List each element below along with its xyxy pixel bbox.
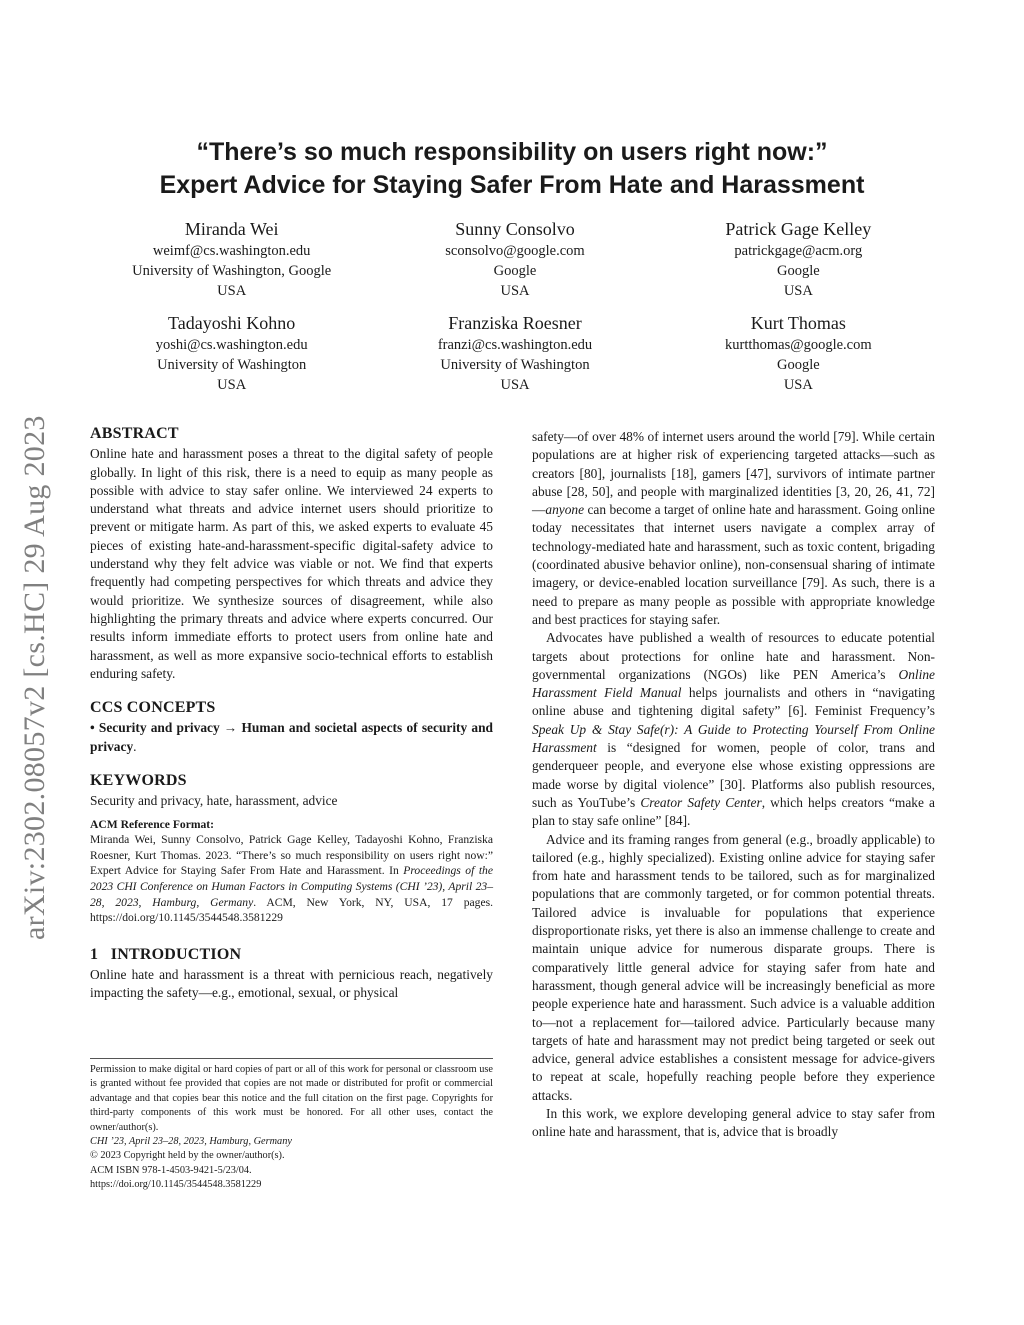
intro-heading: 1 INTRODUCTION bbox=[90, 945, 242, 963]
author-affiliation: Google bbox=[776, 263, 820, 279]
author-name: Sunny Consolvo bbox=[455, 219, 575, 239]
author-affiliation: University of Washington bbox=[440, 357, 590, 373]
author-country: USA bbox=[783, 377, 813, 393]
permission-text: Permission to make digital or hard copies of part or all of this work for personal or classroom use is granted without fee provided that copies are not made or distributed for profit or commercial advantage and that copies bear this notice and the full citation on the first page. Copyrights for third-party components of this work must be honored. For all other uses, contact the owner/author(s). bbox=[90, 1064, 493, 1133]
paper-title bbox=[0, 136, 1024, 202]
paragraph bbox=[532, 831, 935, 1105]
intro-text: Online hate and harassment is a threat with pernicious reach, negatively impacting the safety—e.g., emotional, sexual, or physical bbox=[90, 967, 493, 1001]
keywords-section bbox=[90, 772, 493, 811]
paragraph bbox=[532, 1105, 935, 1142]
author-email[interactable]: weimf@cs.washington.edu bbox=[152, 243, 311, 259]
text-segment: is “designed for women, people of color, trans and genderqueer people, and everyone else whose existing oppressions are made worse by digital violence” [30]. Platforms also publish resources, such as YouTube’s bbox=[532, 740, 935, 810]
text-segment: Miranda Wei, Sunny Consolvo, Patrick Gage Kelley, Tadayoshi Kohno, Franziska Roesner, Kurt Thomas. 2023. “There’s so much responsibility on users right now:” Expert Advice for Staying Safer From Hate and Harassment. In bbox=[90, 833, 493, 878]
ccs-text: • Security and privacy → Human and societal aspects of security and privacy bbox=[90, 720, 493, 754]
author-block bbox=[373, 217, 656, 301]
author-country: USA bbox=[217, 377, 247, 393]
paragraph bbox=[532, 629, 935, 830]
author-name: Tadayoshi Kohno bbox=[168, 313, 296, 333]
author-email[interactable]: yoshi@cs.washington.edu bbox=[155, 337, 308, 353]
ccs-end: . bbox=[133, 738, 137, 754]
abstract-section bbox=[90, 425, 493, 683]
text-segment: Advocates have published a wealth of resources to educate potential targets about protections for online hate and harassment. Non-governmental organizations (NGOs) like PEN America’s bbox=[532, 630, 935, 682]
arxiv-stamp: arXiv:2302.08057v2 [cs.HC] 29 Aug 2023 bbox=[18, 415, 51, 940]
authors-row-2 bbox=[90, 311, 940, 395]
author-country: USA bbox=[783, 283, 813, 299]
text-segment: . ACM, New York, NY, USA, 17 pages. https://doi.org/10.1145/3544548.3581229 bbox=[90, 895, 493, 925]
text-segment: In this work, we explore developing general advice to stay safer from online hate and harassment, that is, advice that is broadly bbox=[532, 1105, 935, 1140]
text-segment: helps journalists and others in “navigating online abuse and tightening digital safety” [6]. Feminist Frequency’s bbox=[532, 685, 935, 719]
venue: CHI ’23, April 23–28, 2023, Hamburg, Germany bbox=[90, 1136, 292, 1148]
author-name: Miranda Wei bbox=[184, 219, 279, 239]
text-segment: safety—of over 48% of internet users around the world [79]. While certain populations are at higher risk of experiencing targeted attacks—such as creators [80], journalists [18], gamers [47], survivors of intimate partner abuse [28, 50], and people with marginalized identities [3, 20, 26, 41, 72]— bbox=[532, 429, 935, 518]
author-email[interactable]: patrickgage@acm.org bbox=[734, 243, 863, 259]
author-block bbox=[90, 311, 373, 395]
left-column bbox=[90, 425, 493, 1003]
italic-text: Speak Up & Stay Safe(r): A Guide to Protecting Yourself From Online Harassment bbox=[532, 721, 935, 756]
doi-link[interactable]: https://doi.org/10.1145/3544548.3581229 bbox=[90, 1179, 262, 1191]
acm-ref-heading: ACM Reference Format: bbox=[90, 817, 215, 831]
author-block bbox=[90, 217, 373, 301]
abstract-heading: ABSTRACT bbox=[90, 425, 179, 442]
author-country: USA bbox=[500, 377, 530, 393]
introduction-section bbox=[90, 946, 493, 1003]
author-email[interactable]: franzi@cs.washington.edu bbox=[437, 337, 593, 353]
author-affiliation: University of Washington bbox=[157, 357, 307, 373]
author-country: USA bbox=[500, 283, 530, 299]
author-email[interactable]: sconsolvo@google.com bbox=[445, 243, 585, 259]
paragraph bbox=[532, 428, 935, 629]
author-affiliation: University of Washington, Google bbox=[132, 263, 332, 279]
author-affiliation: Google bbox=[493, 263, 537, 279]
text-segment: , which helps creators “make a plan to stay safe online” [84]. bbox=[532, 794, 935, 829]
author-affiliation: Google bbox=[776, 357, 820, 373]
text-segment: Advice and its framing ranges from general (e.g., broadly applicable) to tailored (e.g., highly specialized). Existing online advice for staying safer from hate and harassment tends to be tailored, such as for marginalized populations that are commonly targeted, or for common potential threats. Tailored advice is invaluable for populations that experience disproportionate risks, yet there is also an immense challenge to create and maintain unique advice for numerous disparate groups. There is comparatively little general advice for staying safer from hate and harassment, though general advice will be increasingly beneficial as more people experience hate and harassment. Such advice is a valuable addition to—not a replacement for—tailored advice. Particularly because many targets of hate and harassment may not predict being targeted or seek out advice, general advice establishes a consistent message for advice-givers to repeat at scale, hopefully reaching people before they experience attacks. bbox=[532, 831, 935, 1103]
italic-text: Proceedings of the 2023 CHI Conference on Human Factors in Computing Systems (CHI ’23), April 23–28, 2023, Hamburg, Germany bbox=[90, 864, 493, 909]
author-email[interactable]: kurtthomas@google.com bbox=[725, 337, 872, 353]
author-block bbox=[373, 311, 656, 395]
author-country: USA bbox=[217, 283, 247, 299]
italic-text: Creator Safety Center bbox=[640, 794, 762, 810]
footnote bbox=[90, 1058, 493, 1193]
copyright: © 2023 Copyright held by the owner/author(s). bbox=[90, 1150, 285, 1162]
author-block bbox=[657, 311, 940, 395]
title-line-2: Expert Advice for Staying Safer From Hate and Harassment bbox=[159, 171, 865, 199]
italic-text: Online Harassment Field Manual bbox=[532, 666, 935, 701]
acm-reference bbox=[90, 817, 493, 926]
ccs-heading: CCS CONCEPTS bbox=[90, 699, 216, 717]
right-column bbox=[532, 428, 935, 1142]
abstract-text: Online hate and harassment poses a threat to the digital safety of people globally. In light of this risk, there is a need to equip as many people as possible with advice to stay safer online. We interviewed 24 experts to understand what threats and advice internet users should prioritize to prevent or mitigate harm. As part of this, we asked experts to evaluate 45 pieces of existing hate-and-harassment-specific digital-safety advice to understand why they felt advice was viable or not. We find that experts frequently had competing perspectives for which threats and advice they would prioritize. We synthesize sources of disagreement, while also highlighting the primary threats and advice where experts concurred. Our results inform immediate efforts to protect users from online hate and harassment, as well as more expansive socio-technical efforts to establish enduring safety. bbox=[90, 446, 493, 681]
isbn: ACM ISBN 978-1-4503-9421-5/23/04. bbox=[90, 1164, 252, 1176]
keywords-heading: KEYWORDS bbox=[90, 772, 187, 790]
author-name: Franziska Roesner bbox=[448, 313, 582, 333]
author-name: Patrick Gage Kelley bbox=[725, 219, 872, 239]
text-segment: can become a target of online hate and harassment. Going online today necessitates that internet users navigate a complex array of technology-mediated hate and harassment, such as toxic content, brigading (coordinated abusive behavior online), non-consensual sharing of intimate imagery, or device-enabled location surveillance [79]. As such, there is a need to prepare as many people as possible with appropriate knowledge and best practices for staying safer. bbox=[532, 502, 935, 627]
authors-row-1 bbox=[90, 217, 940, 301]
title-line-1: “There’s so much responsibility on users right now:” bbox=[196, 138, 828, 166]
author-name: Kurt Thomas bbox=[750, 313, 846, 333]
ccs-section bbox=[90, 699, 493, 756]
italic-text: anyone bbox=[545, 502, 585, 518]
acm-ref-text bbox=[90, 832, 493, 926]
keywords-text: Security and privacy, hate, harassment, advice bbox=[90, 793, 338, 809]
author-block bbox=[657, 217, 940, 301]
